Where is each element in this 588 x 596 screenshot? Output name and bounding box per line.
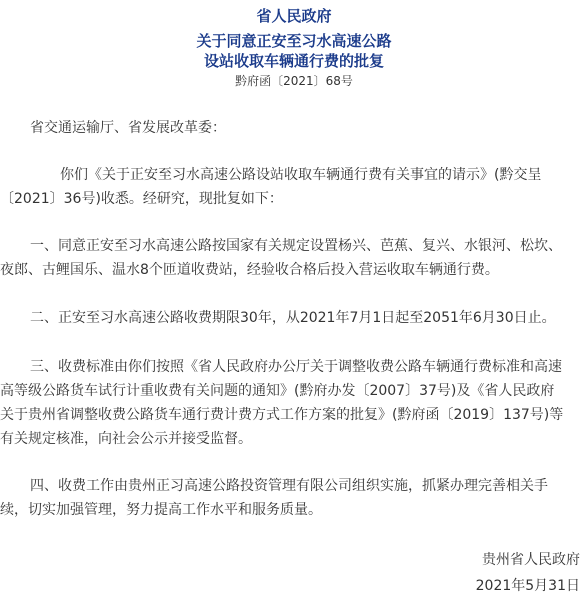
doc-title-line-2: 设站收取车辆通行费的批复 <box>203 52 384 70</box>
doc-number: 黔府函〔2021〕68号 <box>235 74 353 88</box>
paragraph-line: 二、正安至习水高速公路收费期限30年，从2021年7月1日起至2051年6月30日止。 <box>30 310 556 326</box>
paragraph-line: 四、收费工作由贵州正习高速公路投资管理有限公司组织实施，抓紧办理完善相关手 <box>30 478 548 494</box>
paragraph-line: 高等级公路货车试行计重收费有关问题的通知》(黔府办发〔2007〕37号)及《省人民政府 <box>0 383 555 399</box>
paragraph-line: 三、收费标准由你们按照《省人民政府办公厅关于调整收费公路车辆通行费标准和高速 <box>30 359 562 375</box>
paragraph-line: 续，切实加强管理，努力提高工作水平和服务质量。 <box>0 502 322 518</box>
signature-date: 2021年5月31日 <box>475 578 580 594</box>
addressee: 省交通运输厅、省发展改革委： <box>30 120 226 136</box>
doc-title-line-1: 关于同意正安至习水高速公路 <box>196 32 392 50</box>
paragraph-line: 有关规定核准，向社会公示并接受监督。 <box>0 431 252 447</box>
paragraph-line: 夜郎、古鲤国乐、温水8个匝道收费站，经验收合格后投入营运收取车辆通行费。 <box>0 262 499 278</box>
issuing-org-heading: 省人民政府 <box>256 7 332 25</box>
paragraph-line: 你们《关于正安至习水高速公路设站收取车辆通行费有关事宜的请示》(黔交呈 <box>60 167 542 183</box>
signature-org: 贵州省人民政府 <box>482 552 580 568</box>
paragraph-line: 关于贵州省调整收费公路货车通行费计费方式工作方案的批复》(黔府函〔2019〕137号)等 <box>0 407 564 423</box>
paragraph-line: 〔2021〕36号)收悉。经研究，现批复如下： <box>0 191 283 207</box>
paragraph-line: 一、同意正安至习水高速公路按国家有关规定设置杨兴、芭蕉、复兴、水银河、松坎、 <box>30 238 562 254</box>
